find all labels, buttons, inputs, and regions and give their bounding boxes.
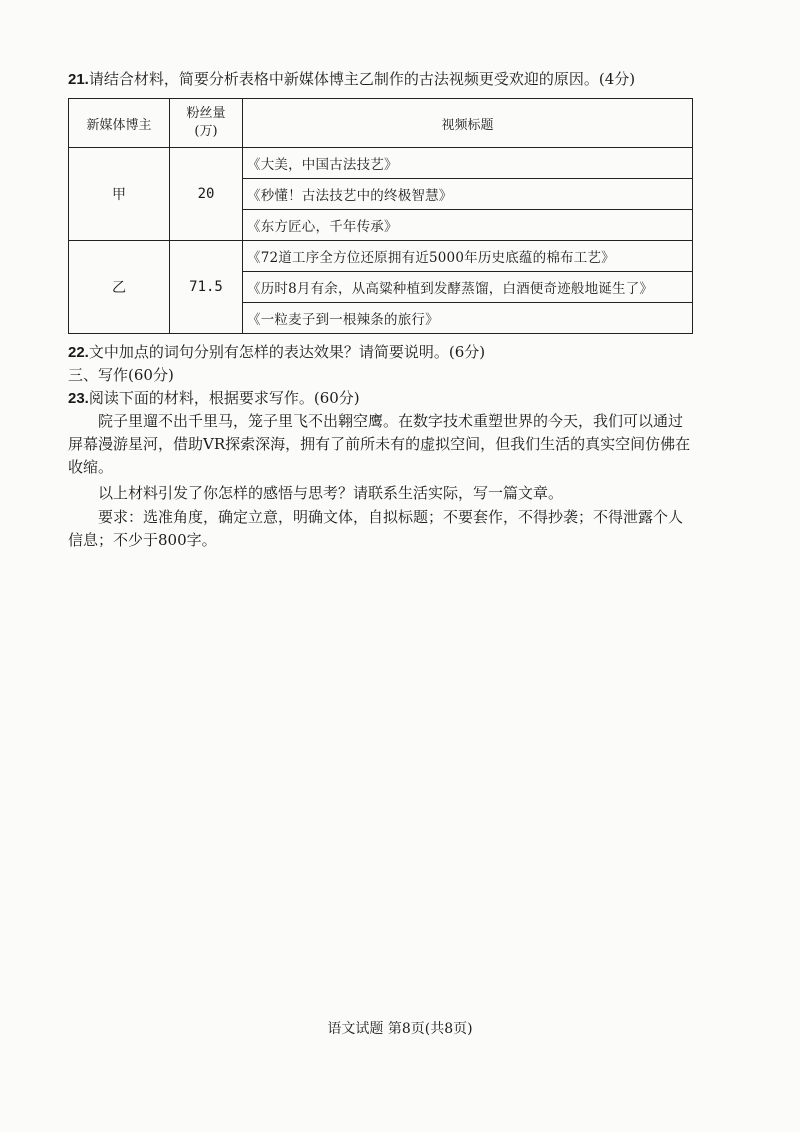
question-22	[68, 341, 485, 364]
row-b-blogger: 乙	[69, 241, 170, 334]
header-fans-line2: (万)	[194, 124, 218, 139]
header-fans	[170, 99, 243, 148]
row-a-title-3: 《东方匠心，千年传承》	[243, 210, 693, 241]
writing-material: 院子里遛不出千里马，笼子里飞不出翱空鹰。在数字技术重塑世界的今天，我们可以通过屏幕漫游星河，借助VR探索深海，拥有了前所未有的虚拟空间，但我们生活的真实空间仿佛在收缩。	[68, 412, 691, 476]
header-titles: 视频标题	[243, 99, 693, 148]
writing-requirements: 要求：选准角度，确定立意，明确文体，自拟标题；不要套作，不得抄袭；不得泄露个人信息；不少于800字。	[68, 508, 684, 549]
question-23-text: 阅读下面的材料，根据要求写作。(60分)	[88, 389, 360, 407]
header-fans-line1: 粉丝量	[186, 106, 226, 121]
question-22-text: 文中加点的词句分别有怎样的表达效果？请简要说明。(6分)	[88, 343, 486, 361]
question-23	[68, 387, 360, 410]
row-a-fans: 20	[170, 148, 243, 241]
question-21	[68, 68, 635, 91]
question-23-number: 23.	[68, 390, 89, 407]
header-blogger: 新媒体博主	[69, 99, 170, 148]
writing-prompt: 以上材料引发了你怎样的感悟与思考？请联系生活实际，写一篇文章。	[98, 484, 564, 502]
table-row	[69, 241, 693, 272]
row-b-title-2: 《历时8月有余，从高粱种植到发酵蒸馏，白酒便奇迹般地诞生了》	[243, 272, 693, 303]
row-a-blogger: 甲	[69, 148, 170, 241]
row-a-title-2: 《秒懂！古法技艺中的终极智慧》	[243, 179, 693, 210]
row-b-title-3: 《一粒麦子到一根辣条的旅行》	[243, 303, 693, 334]
row-a-title-1: 《大美，中国古法技艺》	[243, 148, 693, 179]
row-b-title-1: 《72道工序全方位还原拥有近5000年历史底蕴的棉布工艺》	[243, 241, 693, 272]
table-row	[69, 148, 693, 179]
question-22-number: 22.	[68, 344, 89, 361]
question-21-text: 请结合材料，简要分析表格中新媒体博主乙制作的古法视频更受欢迎的原因。(4分)	[88, 70, 636, 88]
section-3-heading: 三、写作(60分)	[68, 366, 174, 384]
page-footer: 语文试题 第8页(共8页)	[327, 1021, 473, 1037]
question-21-number: 21.	[68, 71, 89, 88]
table-header-row	[69, 99, 693, 148]
row-b-fans: 71.5	[170, 241, 243, 334]
blogger-comparison-table	[68, 98, 693, 334]
